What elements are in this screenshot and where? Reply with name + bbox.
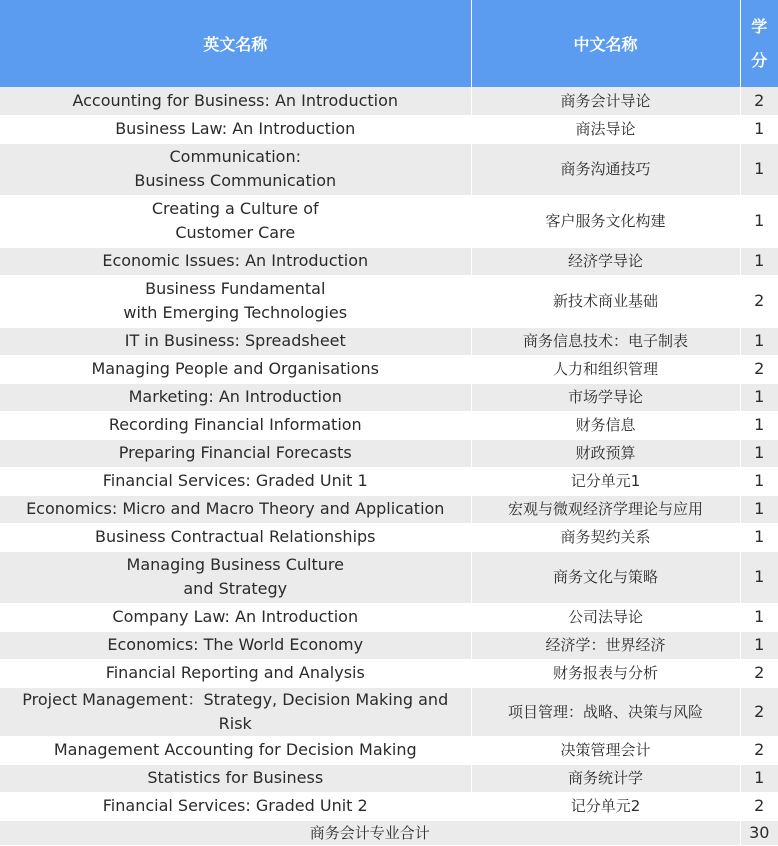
course-english-name (0, 115, 471, 143)
course-english-name (0, 247, 471, 275)
course-credit: 1 (740, 195, 778, 247)
course-english-line: Preparing Financial Forecasts (118, 443, 352, 462)
course-english-line: and Strategy (183, 579, 288, 598)
course-english-line: with Emerging Technologies (123, 303, 348, 322)
course-credit: 2 (740, 687, 778, 736)
course-chinese-name: 商务契约关系 (471, 523, 740, 551)
course-english-line: Communication: (169, 147, 301, 166)
course-english-name (0, 687, 471, 736)
table-row (0, 736, 778, 764)
total-label: 商务会计专业合计 (0, 820, 740, 845)
course-credit: 1 (740, 383, 778, 411)
course-credit: 1 (740, 411, 778, 439)
course-credit: 1 (740, 603, 778, 631)
course-english-line: Management Accounting for Decision Making (53, 740, 417, 759)
total-credit: 30 (740, 820, 778, 845)
table-row (0, 659, 778, 687)
course-credit: 2 (740, 792, 778, 820)
course-chinese-name: 商务信息技术：电子制表 (471, 327, 740, 355)
course-credit: 1 (740, 247, 778, 275)
course-english-line: Managing People and Organisations (91, 359, 380, 378)
table-body (0, 87, 778, 845)
course-english-name (0, 195, 471, 247)
table-row (0, 551, 778, 603)
course-english-name (0, 764, 471, 792)
header-credit-line1: 学 (751, 16, 768, 36)
course-english-name (0, 467, 471, 495)
table-row (0, 764, 778, 792)
course-credit: 1 (740, 439, 778, 467)
table-row (0, 383, 778, 411)
table-row (0, 631, 778, 659)
total-row (0, 820, 778, 845)
course-english-line: Project Management：Strategy, Decision Making and Risk (22, 689, 449, 733)
course-credit: 2 (740, 87, 778, 115)
course-english-name (0, 495, 471, 523)
table-row (0, 247, 778, 275)
course-english-name (0, 551, 471, 603)
course-english-name (0, 383, 471, 411)
course-english-name (0, 275, 471, 327)
course-credit: 1 (740, 467, 778, 495)
course-english-name (0, 327, 471, 355)
course-chinese-name: 客户服务文化构建 (471, 195, 740, 247)
table-row (0, 687, 778, 736)
course-credit: 1 (740, 115, 778, 143)
course-chinese-name: 记分单元1 (471, 467, 740, 495)
course-credit: 1 (740, 495, 778, 523)
table-row (0, 439, 778, 467)
course-credit: 2 (740, 275, 778, 327)
course-credit: 1 (740, 327, 778, 355)
course-english-line: Financial Services: Graded Unit 1 (102, 471, 368, 490)
course-english-line: Business Communication (134, 171, 337, 190)
course-english-line: Economics: The World Economy (107, 635, 364, 654)
course-english-line: Business Contractual Relationships (95, 527, 376, 546)
course-english-name (0, 411, 471, 439)
course-chinese-name: 经济学导论 (471, 247, 740, 275)
course-chinese-name: 项目管理：战略、决策与风险 (471, 687, 740, 736)
course-english-line: IT in Business: Spreadsheet (124, 331, 346, 350)
course-chinese-name: 记分单元2 (471, 792, 740, 820)
header-chinese-name: 中文名称 (471, 0, 740, 87)
course-credit: 2 (740, 659, 778, 687)
course-english-line: Economics: Micro and Macro Theory and Application (26, 499, 445, 518)
table-row (0, 603, 778, 631)
course-english-line: Statistics for Business (147, 768, 324, 787)
course-english-name (0, 87, 471, 115)
course-english-line: Business Fundamental (145, 279, 326, 298)
header-row (0, 0, 778, 87)
course-english-line: Managing Business Culture (126, 555, 344, 574)
table-row (0, 115, 778, 143)
course-credit: 1 (740, 551, 778, 603)
course-chinese-name: 经济学：世界经济 (471, 631, 740, 659)
table-row (0, 411, 778, 439)
course-chinese-name: 财政预算 (471, 439, 740, 467)
course-chinese-name: 宏观与微观经济学理论与应用 (471, 495, 740, 523)
table-row (0, 495, 778, 523)
course-english-name (0, 355, 471, 383)
course-credit: 2 (740, 355, 778, 383)
course-chinese-name: 财务报表与分析 (471, 659, 740, 687)
course-english-line: Economic Issues: An Introduction (102, 251, 369, 270)
course-english-name (0, 523, 471, 551)
header-credit (740, 0, 778, 87)
course-english-line: Customer Care (175, 223, 296, 242)
header-english-name: 英文名称 (0, 0, 471, 87)
course-english-line: Recording Financial Information (108, 415, 362, 434)
course-english-name (0, 659, 471, 687)
table-row (0, 275, 778, 327)
course-chinese-name: 商务文化与策略 (471, 551, 740, 603)
course-chinese-name: 商务会计导论 (471, 87, 740, 115)
table-row (0, 792, 778, 820)
course-chinese-name: 财务信息 (471, 411, 740, 439)
course-english-name (0, 143, 471, 195)
table-row (0, 143, 778, 195)
course-english-line: Business Law: An Introduction (115, 119, 356, 138)
table-row (0, 355, 778, 383)
table-row (0, 327, 778, 355)
course-english-line: Financial Reporting and Analysis (105, 663, 365, 682)
course-credit: 1 (740, 631, 778, 659)
course-credit: 1 (740, 143, 778, 195)
course-english-name (0, 439, 471, 467)
header-credit-line2: 分 (751, 50, 768, 70)
course-chinese-name: 市场学导论 (471, 383, 740, 411)
table-row (0, 195, 778, 247)
course-english-line: Accounting for Business: An Introduction (72, 90, 399, 110)
course-chinese-name: 商法导论 (471, 115, 740, 143)
course-english-line: Creating a Culture of (151, 199, 319, 218)
course-credit: 2 (740, 736, 778, 764)
table-header (0, 0, 778, 87)
table-row (0, 523, 778, 551)
course-credit: 1 (740, 523, 778, 551)
course-english-name (0, 603, 471, 631)
course-english-line: Company Law: An Introduction (112, 607, 359, 626)
table-row (0, 467, 778, 495)
course-english-line: Marketing: An Introduction (128, 387, 342, 406)
course-english-name (0, 631, 471, 659)
course-chinese-name: 商务沟通技巧 (471, 143, 740, 195)
course-credit: 1 (740, 764, 778, 792)
course-chinese-name: 新技术商业基础 (471, 275, 740, 327)
table-row (0, 87, 778, 115)
course-english-name (0, 792, 471, 820)
course-chinese-name: 人力和组织管理 (471, 355, 740, 383)
course-chinese-name: 商务统计学 (471, 764, 740, 792)
course-english-name (0, 736, 471, 764)
course-english-line: Financial Services: Graded Unit 2 (102, 796, 368, 815)
course-chinese-name: 公司法导论 (471, 603, 740, 631)
course-chinese-name: 决策管理会计 (471, 736, 740, 764)
